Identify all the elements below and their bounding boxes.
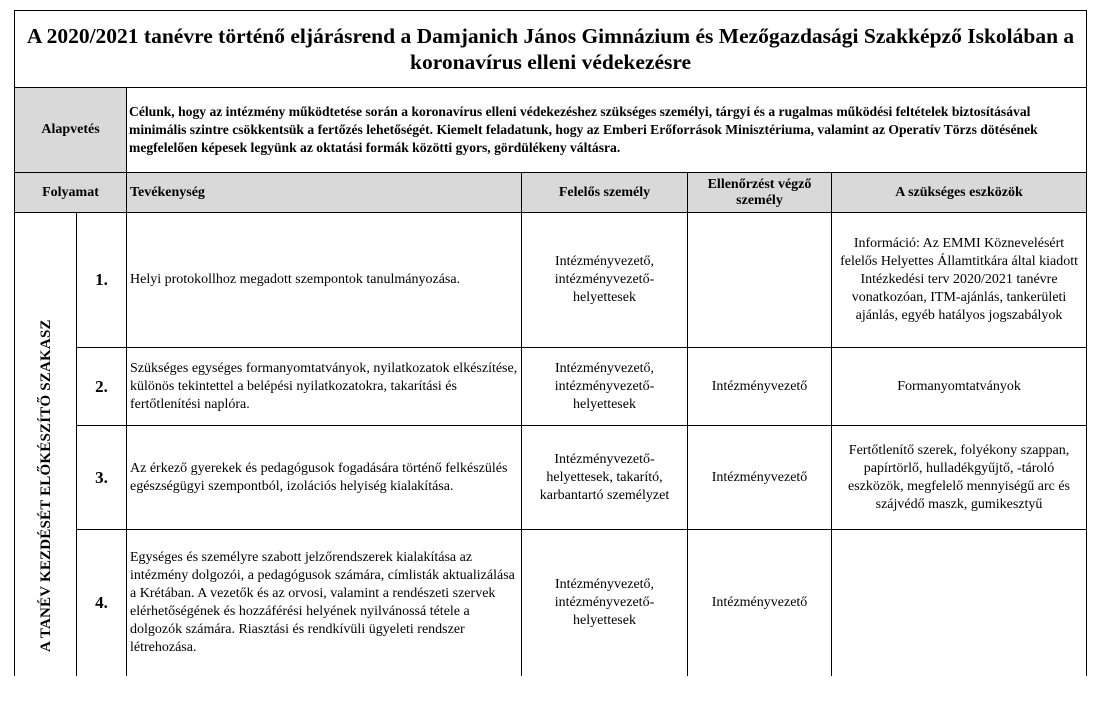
row-eszkozok: Fertőtlenítő szerek, folyékony szappan, papírtörlő, hulladékgyűjtő, -tároló eszközök, megfelelő mennyiségű arc és szájvédő maszk, gumikesztyű [832, 426, 1087, 530]
row-eszkozok [832, 530, 1087, 676]
row-eszkozok: Információ: Az EMMI Köznevelésért felelős Helyettes Államtitkára által kiadott Intézkedési terv 2020/2021 tanévre vonatkozóan, ITM-ajánlás, tankerületi ajánlás, egyéb hatályos jogszabályok [832, 213, 1087, 348]
row-ellenorzes [688, 213, 832, 348]
row-tevekenyseg: Helyi protokollhoz megadott szempontok tanulmányozása. [127, 213, 522, 348]
title-row [15, 11, 1087, 88]
row-ellenorzes: Intézményvezető [688, 348, 832, 426]
phase-label: A TANÉV KEZDÉSÉT ELŐKÉSZÍTŐ SZAKASZ [37, 318, 54, 652]
row-ellenorzes: Intézményvezető [688, 530, 832, 676]
row-tevekenyseg: Szükséges egységes formanyomtatványok, nyilatkozatok elkészítése, különös tekintettel a belépési nyilatkozatokra, takarítási és fertőtlenítési naplóra. [127, 348, 522, 426]
header-eszkozok: A szükséges eszközök [832, 173, 1087, 213]
phase-cell [15, 213, 77, 676]
document-title: A 2020/2021 tanévre történő eljárásrend a Damjanich János Gimnázium és Mezőgazdasági Szakképző Iskolában a koronavírus elleni védekezésre [15, 11, 1087, 88]
header-folyamat: Folyamat [15, 173, 127, 213]
alapvetes-row [15, 88, 1087, 173]
table-row [15, 348, 1087, 426]
row-felelos: Intézményvezető, intézményvezető-helyettesek [522, 348, 688, 426]
document-page [14, 10, 1086, 676]
procedure-table [14, 10, 1087, 676]
row-number: 4. [77, 530, 127, 676]
alapvetes-label: Alapvetés [15, 88, 127, 173]
row-felelos: Intézményvezető-helyettesek, takarító, karbantartó személyzet [522, 426, 688, 530]
row-eszkozok: Formanyomtatványok [832, 348, 1087, 426]
table-row [15, 426, 1087, 530]
alapvetes-text: Célunk, hogy az intézmény működtetése során a koronavírus elleni védekezéshez szükséges személyi, tárgyi és a rugalmas működési feltételek biztosításával minimális szintre csökkentsük a fertőzés lehetőségét. Kiemelt feladatunk, hogy az Emberi Erőforrások Minisztériuma, valamint az Operatív Törzs dötésének megfelelően képesek legyünk az oktatási formák közötti gyors, gördülékeny váltásra. [127, 88, 1087, 173]
row-number: 1. [77, 213, 127, 348]
row-number: 2. [77, 348, 127, 426]
row-felelos: Intézményvezető, intézményvezető-helyettesek [522, 530, 688, 676]
header-row [15, 173, 1087, 213]
row-tevekenyseg: Az érkező gyerekek és pedagógusok fogadására történő felkészülés egészségügyi szempontból, izolációs helyiség kialakítása. [127, 426, 522, 530]
row-felelos: Intézményvezető, intézményvezető-helyettesek [522, 213, 688, 348]
header-tevekenyseg: Tevékenység [127, 173, 522, 213]
row-ellenorzes: Intézményvezető [688, 426, 832, 530]
header-ellenorzes: Ellenőrzést végző személy [688, 173, 832, 213]
table-row [15, 530, 1087, 676]
header-felelos: Felelős személy [522, 173, 688, 213]
table-row [15, 213, 1087, 348]
row-number: 3. [77, 426, 127, 530]
row-tevekenyseg: Egységes és személyre szabott jelzőrendszerek kialakítása az intézmény dolgozói, a pedagógusok számára, címlisták aktualizálása a Krétában. A vezetők és az orvosi, valamint a rendészeti szervek elérhetőségének és hozzáférési helyének nyilvánossá tétele a dolgozók számára. Riasztási és rendkívüli ügyeleti rendszer létrehozása. [127, 530, 522, 676]
